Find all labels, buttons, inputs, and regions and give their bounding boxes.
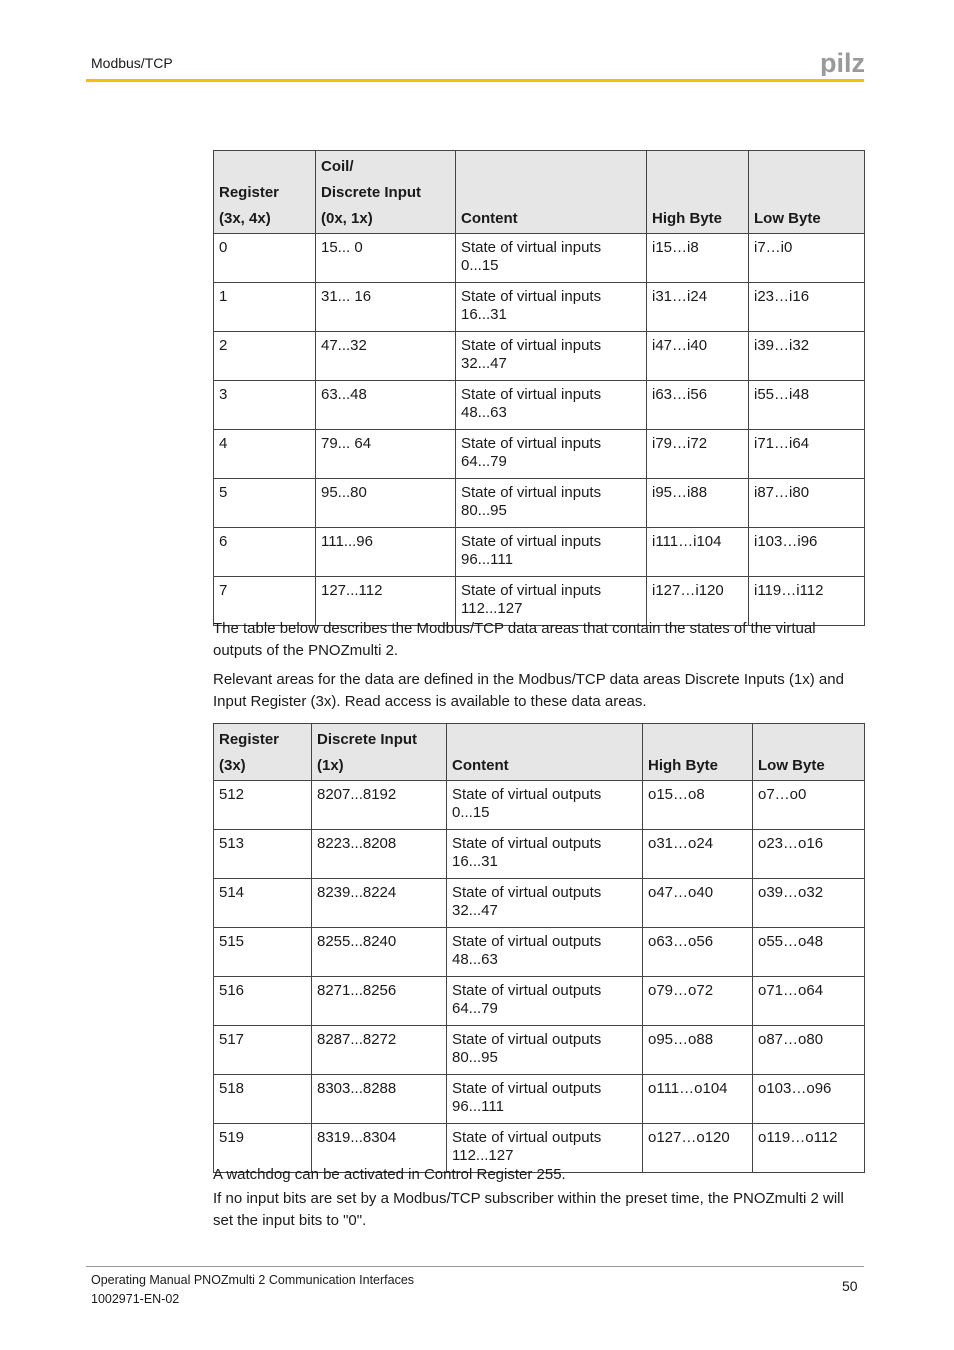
table-cell: 8207...8192 [312,781,447,830]
column-header [749,151,865,234]
table-cell: State of virtual inputs 16...31 [456,283,647,332]
table-cell: o79…o72 [643,977,753,1026]
table-cell: 31... 16 [316,283,456,332]
table-cell: o39…o32 [753,879,865,928]
column-header-line: (0x, 1x) [321,210,373,227]
table-cell: 8239...8224 [312,879,447,928]
table-cell: 7 [214,577,316,626]
table-cell: i7…i0 [749,234,865,283]
table-header-row [214,151,865,234]
table-cell: i79…i72 [647,430,749,479]
table-cell: i95…i88 [647,479,749,528]
table-cell: i31…i24 [647,283,749,332]
footer-manual-title: Operating Manual PNOZmulti 2 Communication Interfaces [91,1273,415,1287]
table-cell: 6 [214,528,316,577]
table-cell: o15…o8 [643,781,753,830]
table-cell: State of virtual outputs 112...127 [447,1124,643,1173]
coil-register-table [213,150,865,626]
column-header-line [754,154,859,180]
table-cell: 8255...8240 [312,928,447,977]
table-cell: i87…i80 [749,479,865,528]
table-cell: State of virtual inputs 96...111 [456,528,647,577]
table-cell: o87…o80 [753,1026,865,1075]
column-header [456,151,647,234]
column-header-line: Low Byte [754,210,821,227]
column-header [316,151,456,234]
column-header-line: Register [219,184,280,201]
column-header-line: Discrete Input [317,731,418,748]
column-header-line [219,154,310,180]
table-cell: 515 [214,928,312,977]
table-cell: 111...96 [316,528,456,577]
table-cell: 47...32 [316,332,456,381]
table-row [214,528,865,577]
table-row [214,830,865,879]
table-cell: 8287...8272 [312,1026,447,1075]
logo-text: pilz [820,50,864,76]
column-header [214,151,316,234]
column-header-line: (3x, 4x) [219,210,271,227]
column-header-line: Discrete Input [321,184,422,201]
table-cell: 5 [214,479,316,528]
table-cell: o127…o120 [643,1124,753,1173]
table-cell: 4 [214,430,316,479]
table-cell: i111…i104 [647,528,749,577]
table-cell: 518 [214,1075,312,1124]
table-cell: State of virtual outputs 64...79 [447,977,643,1026]
column-header-line: (1x) [317,757,344,774]
table-cell: State of virtual inputs 48...63 [456,381,647,430]
table-row [214,977,865,1026]
column-header [214,724,312,781]
table-cell: State of virtual outputs 48...63 [447,928,643,977]
table-cell: i127…i120 [647,577,749,626]
table-row [214,332,865,381]
table-cell: o7…o0 [753,781,865,830]
table-cell: State of virtual outputs 96...111 [447,1075,643,1124]
footer-rule [86,1266,864,1267]
table-cell: State of virtual inputs 64...79 [456,430,647,479]
table-cell: State of virtual outputs 32...47 [447,879,643,928]
column-header-line [461,154,641,180]
table-cell: 3 [214,381,316,430]
table-cell: 8223...8208 [312,830,447,879]
watchdog-detail-paragraph: If no input bits are set by a Modbus/TCP subscriber within the preset time, the PNOZmulti 2 will set the input bits to "0". [213,1190,844,1229]
table-cell: 0 [214,234,316,283]
table-cell: State of virtual outputs 16...31 [447,830,643,879]
watchdog-paragraph: A watchdog can be activated in Control Register 255. [213,1166,566,1183]
table-cell: i103…i96 [749,528,865,577]
column-header [312,724,447,781]
column-header-line [461,180,641,206]
column-header-line: High Byte [648,757,719,774]
column-header-line [754,180,859,206]
column-header [447,724,643,781]
footer-document-number: 1002971-EN-02 [91,1292,180,1306]
table-cell: 127...112 [316,577,456,626]
intro-paragraph: The table below describes the Modbus/TCP data areas that contain the states of the virtual outputs of the PNOZmulti 2. [213,620,816,659]
table-row [214,1075,865,1124]
table-cell: State of virtual outputs 80...95 [447,1026,643,1075]
table-row [214,430,865,479]
table-cell: 63...48 [316,381,456,430]
table-cell: 79... 64 [316,430,456,479]
table-cell: o55…o48 [753,928,865,977]
table-cell: 1 [214,283,316,332]
column-header-line: (3x) [219,757,246,774]
table-cell: i23…i16 [749,283,865,332]
table-cell: 512 [214,781,312,830]
column-header-line [648,727,747,753]
output-register-table [213,723,865,1173]
table-row [214,283,865,332]
table-cell: 517 [214,1026,312,1075]
table-cell: 2 [214,332,316,381]
column-header-line: Content [461,210,518,227]
table-header-row [214,724,865,781]
table-cell: i71…i64 [749,430,865,479]
column-header-line: Coil/ [321,158,354,175]
table-cell: i55…i48 [749,381,865,430]
table-cell: State of virtual outputs 0...15 [447,781,643,830]
header-rule [86,79,864,82]
table-row [214,479,865,528]
table-cell: o103…o96 [753,1075,865,1124]
table-cell: State of virtual inputs 112...127 [456,577,647,626]
table-cell: 516 [214,977,312,1026]
table-cell: 8271...8256 [312,977,447,1026]
table-cell: o95…o88 [643,1026,753,1075]
table-cell: o31…o24 [643,830,753,879]
table-cell: i47…i40 [647,332,749,381]
table-cell: o63…o56 [643,928,753,977]
column-header-line [652,180,743,206]
table-cell: i119…i112 [749,577,865,626]
page-number: 50 [842,1278,858,1294]
table-cell: o71…o64 [753,977,865,1026]
column-header-line: Content [452,757,509,774]
table-row [214,381,865,430]
table-cell: 8319...8304 [312,1124,447,1173]
table-cell: o47…o40 [643,879,753,928]
column-header-line: Register [219,731,280,748]
data-areas-paragraph: Relevant areas for the data are defined in the Modbus/TCP data areas Discrete Inputs (1x) and Input Register (3x). Read access is available to these data areas. [213,671,844,710]
pilz-logo [820,50,864,81]
column-header [643,724,753,781]
table-cell: 8303...8288 [312,1075,447,1124]
table-row [214,234,865,283]
table-row [214,879,865,928]
table-row [214,781,865,830]
column-header-line [652,154,743,180]
table-cell: State of virtual inputs 32...47 [456,332,647,381]
table-cell: i15…i8 [647,234,749,283]
column-header-line: High Byte [652,210,723,227]
table-cell: State of virtual inputs 80...95 [456,479,647,528]
table-row [214,928,865,977]
table-cell: 513 [214,830,312,879]
table-cell: i63…i56 [647,381,749,430]
column-header-line [452,727,637,753]
column-header-line: Low Byte [758,757,825,774]
column-header-line [758,727,859,753]
table-cell: 514 [214,879,312,928]
column-header [753,724,865,781]
table-row [214,1026,865,1075]
table-cell: 15... 0 [316,234,456,283]
table-cell: o111…o104 [643,1075,753,1124]
column-header [647,151,749,234]
table-cell: 95...80 [316,479,456,528]
running-header-title: Modbus/TCP [91,55,173,71]
table-cell: o23…o16 [753,830,865,879]
table-cell: i39…i32 [749,332,865,381]
table-cell: State of virtual inputs 0...15 [456,234,647,283]
table-cell: 519 [214,1124,312,1173]
table-cell: o119…o112 [753,1124,865,1173]
